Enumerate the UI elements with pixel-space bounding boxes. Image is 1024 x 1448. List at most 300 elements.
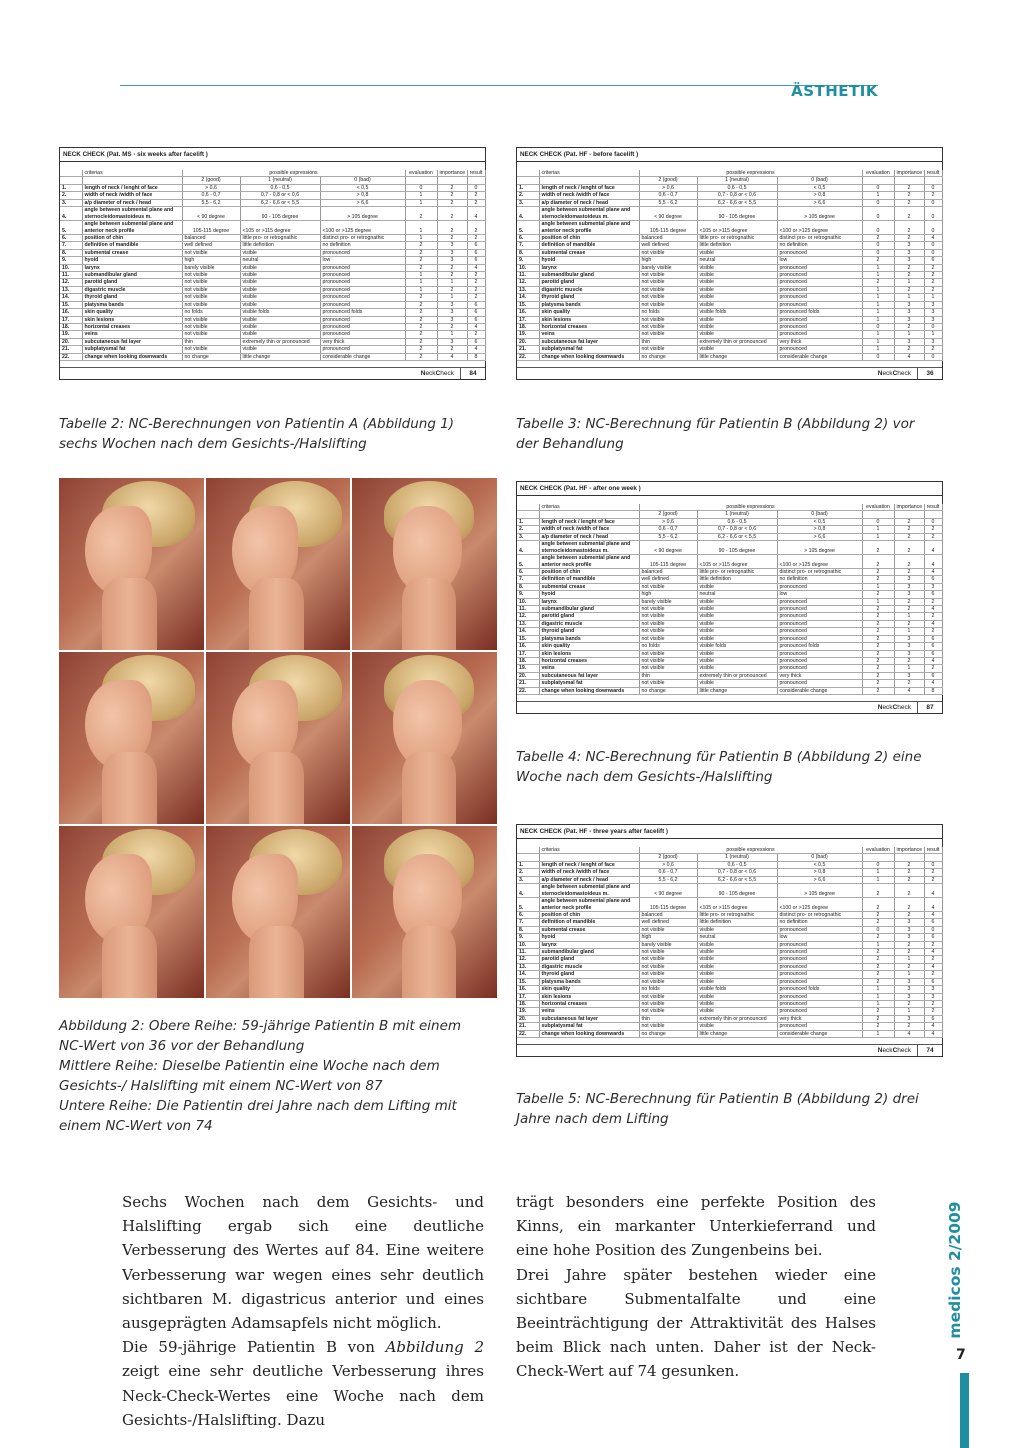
row-bad: pronounced (777, 628, 862, 635)
row-bad: very thick (777, 1015, 862, 1022)
row-number: 8. (517, 249, 539, 256)
row-evaluation: 2 (405, 294, 437, 301)
brand-letter: C (892, 1046, 898, 1054)
row-good: not visible (639, 993, 697, 1000)
row-result: 0 (924, 861, 942, 868)
row-result: 0 (924, 249, 942, 256)
table-row (60, 199, 485, 206)
row-number: 16. (517, 986, 539, 993)
body-column-right (516, 1190, 876, 1384)
caption-table-5: Tabelle 5: NC-Berechnung für Patientin B (Abbildung 2) drei Jahre nach dem Lifting (516, 1091, 919, 1127)
section-title: ÄSTHETIK (791, 82, 878, 100)
brand-text: eck (425, 369, 436, 377)
row-good: thin (639, 1015, 697, 1022)
row-bad: pronounced (777, 926, 862, 933)
row-criteria (82, 323, 182, 330)
row-result: 2 (924, 1000, 942, 1007)
row-result: 2 (924, 956, 942, 963)
row-result: 4 (924, 1030, 942, 1037)
row-number: 11. (60, 272, 82, 279)
row-criteria (82, 264, 182, 271)
row-good: not visible (182, 279, 240, 286)
row-importance: 3 (437, 316, 467, 323)
row-result: 4 (467, 207, 485, 221)
row-evaluation: 2 (405, 249, 437, 256)
row-neutral: visible folds (240, 309, 320, 316)
neckcheck-brand (421, 370, 460, 377)
row-number: 20. (60, 338, 82, 345)
row-number: 17. (517, 993, 539, 1000)
row-number: 22. (517, 687, 539, 694)
table-row (517, 687, 942, 694)
row-importance: 3 (894, 301, 924, 308)
row-bad: > 0,8 (320, 192, 405, 199)
row-bad: pronounced (777, 316, 862, 323)
row-evaluation: 1 (862, 1030, 894, 1037)
row-importance: 2 (894, 869, 924, 876)
row-number: 6. (517, 569, 539, 576)
row-good: not visible (639, 583, 697, 590)
header-evaluation: evaluation (862, 504, 894, 511)
row-criteria-label: subplatysmal fat (541, 346, 583, 353)
table-footer (517, 1044, 942, 1056)
row-importance: 2 (894, 264, 924, 271)
row-criteria (82, 346, 182, 353)
row-importance: 3 (437, 301, 467, 308)
row-criteria (539, 192, 639, 199)
row-bad: distinct pro- or retrognathic (320, 235, 405, 242)
row-result: 4 (924, 898, 942, 912)
row-bad: no definition (777, 242, 862, 249)
table-row (517, 635, 942, 642)
header-rule (120, 85, 878, 86)
row-evaluation: 2 (862, 919, 894, 926)
row-criteria (82, 192, 182, 199)
row-result: 2 (924, 876, 942, 883)
row-importance: 2 (894, 184, 924, 191)
row-criteria-label: skin lesions (541, 993, 572, 1000)
header-cell (894, 854, 924, 861)
row-result: 4 (924, 912, 942, 919)
row-criteria-prefix: angle between submental plane and (541, 884, 631, 891)
row-criteria (539, 331, 639, 338)
table-title: NECK CHECK (Pat. HF - three years after facelift ) (517, 825, 942, 839)
row-importance: 4 (894, 353, 924, 360)
row-good: not visible (639, 628, 697, 635)
row-importance: 3 (894, 583, 924, 590)
header-cell (405, 177, 437, 184)
row-neutral: visible (697, 978, 777, 985)
row-number: 14. (517, 971, 539, 978)
row-result: 3 (924, 338, 942, 345)
header-possible: possible expressions (639, 504, 862, 511)
row-criteria (539, 869, 639, 876)
row-neutral: visible (240, 279, 320, 286)
row-result: 6 (924, 978, 942, 985)
row-number: 4. (517, 541, 539, 555)
row-evaluation: 1 (405, 235, 437, 242)
row-result: 2 (924, 598, 942, 605)
row-good: not visible (639, 331, 697, 338)
header-cell (539, 177, 639, 184)
row-criteria-label: a/p diameter of neck / head (84, 199, 152, 206)
row-bad: pronounced (320, 264, 405, 271)
row-number: 18. (60, 323, 82, 330)
row-number: 7. (517, 242, 539, 249)
row-result: 6 (924, 650, 942, 657)
row-neutral: neutral (697, 591, 777, 598)
row-good: well defined (182, 242, 240, 249)
row-number: 19. (60, 331, 82, 338)
row-neutral: visible (697, 963, 777, 970)
header-result: result (924, 504, 942, 511)
row-good: not visible (639, 665, 697, 672)
row-evaluation: 2 (862, 884, 894, 898)
row-good: not visible (182, 346, 240, 353)
row-evaluation: 2 (405, 264, 437, 271)
row-bad: distinct pro- or retrognathic (777, 912, 862, 919)
row-criteria (539, 353, 639, 360)
header-bad: 0 (bad) (320, 177, 405, 184)
row-evaluation: 2 (862, 650, 894, 657)
row-importance: 3 (894, 672, 924, 679)
row-criteria (539, 1015, 639, 1022)
caption-table-3: Tabelle 3: NC-Berechnung für Patientin B (Abbildung 2) vor der Behandlung (516, 416, 915, 452)
row-evaluation: 2 (862, 912, 894, 919)
row-number: 8. (517, 926, 539, 933)
table-row (60, 221, 485, 235)
row-bad: > 6,6 (777, 876, 862, 883)
row-criteria-label: subplatysmal fat (84, 346, 126, 353)
row-good: 105-115 degree (639, 555, 697, 569)
row-result: 4 (924, 1023, 942, 1030)
table-row (517, 898, 942, 912)
row-criteria (82, 279, 182, 286)
table-row (517, 598, 942, 605)
row-evaluation: 2 (405, 353, 437, 360)
caption-figure-2 (59, 1016, 489, 1136)
body-paragraph: Sechs Wochen nach dem Gesichts- und Halslifting ergab sich eine deutliche Verbesserung des Wertes auf 84. Eine weitere Verbesserung war wegen eines sehr deutlich sichtbaren M. digastricus anterior und eines ausgeprägten Adamsapfels nicht möglich. (122, 1193, 484, 1333)
row-importance: 3 (894, 249, 924, 256)
row-evaluation: 1 (405, 192, 437, 199)
row-neutral: little change (697, 1030, 777, 1037)
row-evaluation: 2 (862, 541, 894, 555)
row-result: 3 (924, 301, 942, 308)
row-result: 6 (467, 257, 485, 264)
row-good: no folds (182, 309, 240, 316)
row-criteria-label: change when looking downwards (84, 353, 168, 360)
row-bad: pronounced (777, 680, 862, 687)
table-row (517, 235, 942, 242)
header-cell (437, 177, 467, 184)
row-neutral: visible (697, 956, 777, 963)
row-result: 0 (467, 184, 485, 191)
row-importance: 2 (437, 346, 467, 353)
row-result: 0 (924, 323, 942, 330)
row-criteria-label: skin quality (541, 986, 571, 993)
caption-figure-2-line-3: Untere Reihe: Die Patientin drei Jahre nach dem Lifting mit einem NC-Wert von 74 (59, 1098, 457, 1134)
row-criteria-label: thyroid gland (541, 628, 575, 635)
row-good: not visible (639, 1023, 697, 1030)
row-evaluation: 0 (862, 926, 894, 933)
row-importance: 3 (894, 635, 924, 642)
row-criteria (539, 963, 639, 970)
row-number: 4. (517, 207, 539, 221)
row-bad: pronounced (777, 294, 862, 301)
row-neutral: visible (697, 628, 777, 635)
photo-three-years-profile (59, 826, 204, 998)
table-title: NECK CHECK (Pat. MS - six weeks after facelift ) (60, 148, 485, 162)
header-criterias: criterias (82, 170, 182, 177)
table-row (60, 331, 485, 338)
row-criteria-label: platysma bands (541, 635, 581, 642)
row-importance: 1 (437, 294, 467, 301)
row-criteria-label: skin quality (541, 309, 571, 316)
row-criteria-label: width of neck /width of face (84, 192, 153, 199)
row-result: 6 (467, 301, 485, 308)
table-row (60, 242, 485, 249)
table-row (60, 272, 485, 279)
row-good: not visible (639, 272, 697, 279)
table-row (517, 956, 942, 963)
row-neutral: visible (697, 606, 777, 613)
row-bad: pronounced (777, 635, 862, 642)
row-neutral: <105 or >115 degree (697, 555, 777, 569)
row-neutral: visible (240, 331, 320, 338)
row-bad: pronounced (777, 279, 862, 286)
row-importance: 2 (437, 323, 467, 330)
row-number: 20. (517, 1015, 539, 1022)
row-result: 2 (924, 941, 942, 948)
brand-text: heck (440, 369, 454, 377)
row-criteria-label: change when looking downwards (541, 353, 625, 360)
neckcheck-brand (878, 370, 917, 377)
row-neutral: visible (697, 620, 777, 627)
row-importance: 1 (894, 331, 924, 338)
row-bad: distinct pro- or retrognathic (777, 569, 862, 576)
header-cell (924, 177, 942, 184)
row-criteria-label: width of neck /width of face (541, 526, 610, 533)
table-row (60, 323, 485, 330)
row-criteria (539, 628, 639, 635)
header-good: 2 (good) (639, 177, 697, 184)
row-result: 2 (924, 192, 942, 199)
row-evaluation: 2 (405, 242, 437, 249)
row-bad: pronounced (777, 583, 862, 590)
row-criteria-label: submental crease (541, 583, 586, 590)
row-criteria-label: subcutaneous fat layer (84, 338, 142, 345)
row-evaluation: 0 (862, 207, 894, 221)
row-criteria-label: skin lesions (541, 316, 572, 323)
row-good: barely visible (639, 941, 697, 948)
row-result: 3 (924, 309, 942, 316)
row-criteria-label: submental crease (541, 249, 586, 256)
row-evaluation: 0 (862, 323, 894, 330)
table-row (517, 221, 942, 235)
row-criteria (539, 949, 639, 956)
row-criteria-label: change when looking downwards (541, 1030, 625, 1037)
row-importance: 3 (437, 249, 467, 256)
row-result: 4 (924, 949, 942, 956)
row-criteria (539, 242, 639, 249)
row-evaluation: 0 (862, 353, 894, 360)
row-criteria (82, 257, 182, 264)
header-neutral: 1 (neutral) (697, 177, 777, 184)
row-evaluation: 1 (862, 286, 894, 293)
header-possible: possible expressions (182, 170, 405, 177)
row-result: 6 (924, 635, 942, 642)
row-result: 6 (924, 257, 942, 264)
row-result: 0 (924, 199, 942, 206)
row-evaluation: 2 (405, 331, 437, 338)
row-neutral: visible (697, 971, 777, 978)
row-number: 3. (60, 199, 82, 206)
neck-check-table-patient-b-one-week (516, 481, 943, 714)
row-result: 4 (924, 657, 942, 664)
brand-text: eck (882, 1046, 893, 1054)
row-bad: pronounced (777, 301, 862, 308)
row-bad: low (777, 257, 862, 264)
row-evaluation: 2 (862, 591, 894, 598)
row-criteria-label: sternocleidomastoideus m. (541, 547, 609, 554)
row-criteria (539, 555, 639, 569)
table-title: NECK CHECK (Pat. HF - before facelift ) (517, 148, 942, 162)
row-importance: 2 (894, 533, 924, 540)
row-evaluation: 2 (862, 257, 894, 264)
row-good: balanced (639, 912, 697, 919)
table-row (517, 978, 942, 985)
row-result: 4 (924, 884, 942, 898)
row-criteria (539, 650, 639, 657)
row-importance: 3 (437, 242, 467, 249)
neck-check-score: 74 (917, 1045, 942, 1056)
body-paragraph: Die 59-jährige Patientin B von Abbildung 2 zeigt eine sehr deutliche Verbesserung ihres Neck-Check-Wertes eine Woche nach dem Gesichts-/Halslifting. Dazu (122, 1338, 485, 1429)
table-row (517, 518, 942, 525)
row-number: 3. (517, 199, 539, 206)
row-good: no change (639, 1030, 697, 1037)
row-bad: <100 or >125 degree (777, 221, 862, 235)
table-row (517, 628, 942, 635)
row-criteria (82, 242, 182, 249)
row-evaluation: 0 (862, 221, 894, 235)
row-bad: pronounced (777, 657, 862, 664)
row-criteria-label: position of chin (541, 912, 581, 919)
row-result: 6 (924, 919, 942, 926)
row-importance: 2 (894, 898, 924, 912)
row-criteria (539, 635, 639, 642)
header-cell (862, 511, 894, 518)
row-number: 1. (60, 184, 82, 191)
row-result: 0 (924, 184, 942, 191)
row-criteria (539, 264, 639, 271)
row-criteria (539, 926, 639, 933)
row-importance: 1 (894, 956, 924, 963)
table-row (517, 650, 942, 657)
row-number: 9. (517, 934, 539, 941)
row-criteria-label: anterior neck profile (541, 227, 592, 234)
row-evaluation: 1 (862, 869, 894, 876)
row-good: not visible (182, 301, 240, 308)
row-bad: pronounced (320, 279, 405, 286)
row-evaluation: 2 (862, 956, 894, 963)
row-evaluation: 2 (405, 316, 437, 323)
row-evaluation: 1 (862, 1000, 894, 1007)
row-importance: 1 (437, 331, 467, 338)
page-accent-bar (960, 1373, 969, 1448)
row-importance: 2 (894, 518, 924, 525)
row-criteria-label: parotid gland (541, 956, 575, 963)
row-importance: 1 (894, 613, 924, 620)
row-criteria (539, 941, 639, 948)
row-criteria-label: skin lesions (84, 316, 115, 323)
row-neutral: visible (240, 286, 320, 293)
row-criteria-label: skin quality (541, 643, 571, 650)
table-row (517, 665, 942, 672)
neck-check-table-patient-b-before (516, 147, 943, 380)
row-good: balanced (182, 235, 240, 242)
row-good: 5,5 - 6,2 (639, 533, 697, 540)
row-importance: 2 (894, 949, 924, 956)
row-criteria (539, 338, 639, 345)
row-criteria (539, 576, 639, 583)
row-importance: 2 (437, 184, 467, 191)
row-criteria (539, 286, 639, 293)
row-criteria-label: platysma bands (84, 301, 124, 308)
table-row (60, 249, 485, 256)
row-bad: low (777, 934, 862, 941)
row-criteria-label: hyoid (84, 257, 99, 264)
brand-letter: N (877, 1046, 883, 1054)
row-result: 4 (924, 555, 942, 569)
row-number: 13. (517, 963, 539, 970)
header-cell (517, 170, 539, 177)
row-evaluation: 2 (862, 934, 894, 941)
row-bad: pronounced (777, 613, 862, 620)
table-row (60, 207, 485, 221)
row-neutral: 90 - 105 degree (697, 541, 777, 555)
row-number: 3. (517, 876, 539, 883)
table-row (517, 331, 942, 338)
row-importance: 2 (437, 272, 467, 279)
body-paragraph: Drei Jahre später bestehen wieder eine sichtbare Submentalfalte und eine Beeinträchtigung der Attraktivität des Halses beim Blick nach unten. Daher ist der Neck-Check-Wert auf 74 gesunken. (516, 1265, 876, 1381)
row-number: 22. (517, 1030, 539, 1037)
row-result: 4 (924, 569, 942, 576)
row-criteria-label: platysma bands (541, 301, 581, 308)
row-result: 2 (467, 192, 485, 199)
table-row (517, 192, 942, 199)
row-importance: 4 (894, 687, 924, 694)
photo-three-years-oblique (206, 826, 351, 998)
row-bad: pronounced (777, 323, 862, 330)
row-criteria (539, 620, 639, 627)
header-cell (517, 847, 539, 854)
row-importance: 2 (894, 541, 924, 555)
row-neutral: visible (697, 583, 777, 590)
row-criteria (539, 221, 639, 235)
row-criteria (82, 184, 182, 191)
row-criteria-label: platysma bands (541, 978, 581, 985)
row-criteria (539, 876, 639, 883)
brand-letter: C (435, 369, 441, 377)
row-good: 0,6 - 0,7 (639, 869, 697, 876)
row-importance: 2 (894, 272, 924, 279)
header-bad: 0 (bad) (777, 177, 862, 184)
row-evaluation: 2 (862, 576, 894, 583)
row-bad: considerable change (777, 353, 862, 360)
row-neutral: 0,7 - 0,8 or < 0,6 (697, 869, 777, 876)
patient-photo-grid (59, 478, 497, 998)
row-criteria (539, 657, 639, 664)
